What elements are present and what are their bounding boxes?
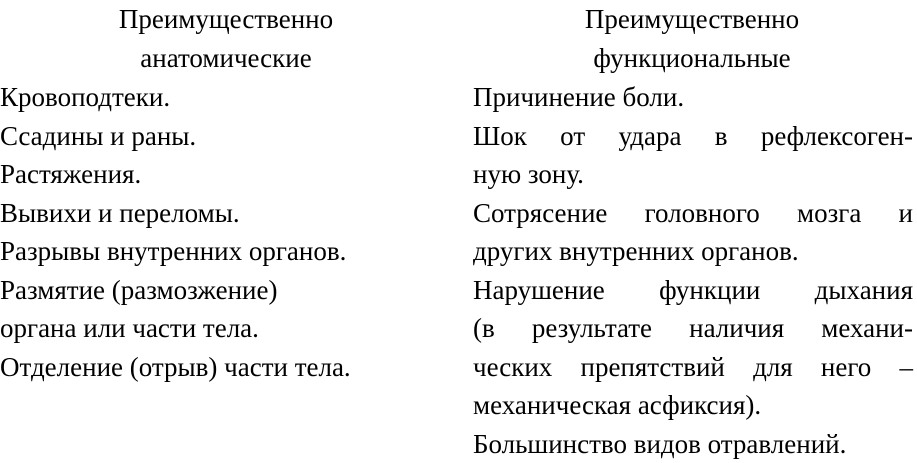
left-column-header — [0, 0, 452, 78]
left-list-item: Ссадины и раны. — [0, 117, 450, 156]
right-list-item: механическая асфиксия). — [473, 386, 917, 425]
right-list-item: ную зону. — [473, 155, 917, 194]
left-list-item: Разрывы внутренних органов. — [0, 232, 450, 271]
left-header-line-1: Преимущественно — [0, 0, 452, 39]
right-header-line-1: Преимущественно — [457, 0, 917, 39]
right-list — [473, 78, 917, 463]
left-list-item: Вывихи и переломы. — [0, 194, 450, 233]
right-header-line-2: функциональные — [457, 39, 917, 78]
left-list-item: Отделение (отрыв) части тела. — [0, 348, 450, 387]
right-list-item: Шок от удара в рефлексоген- — [473, 117, 917, 156]
left-header-line-2: анатомические — [0, 39, 452, 78]
right-list-item: ческих препятствий для него – — [473, 348, 917, 387]
right-list-item: Большинство видов отравлений. — [473, 425, 917, 463]
right-column — [473, 0, 917, 463]
right-list-item: Причинение боли. — [473, 78, 917, 117]
right-column-header — [457, 0, 917, 78]
right-list-item: Нарушение функции дыхания — [473, 271, 917, 310]
left-list-item: Кровоподтеки. — [0, 78, 450, 117]
left-list-item: Размятие (размозжение) — [0, 271, 450, 310]
right-list-item: других внутренних органов. — [473, 232, 917, 271]
right-list-item: (в результате наличия механи- — [473, 309, 917, 348]
left-list — [0, 78, 450, 386]
left-list-item: органа или части тела. — [0, 309, 450, 348]
left-list-item: Растяжения. — [0, 155, 450, 194]
right-list-item: Сотрясение головного мозга и — [473, 194, 917, 233]
left-column — [0, 0, 450, 386]
